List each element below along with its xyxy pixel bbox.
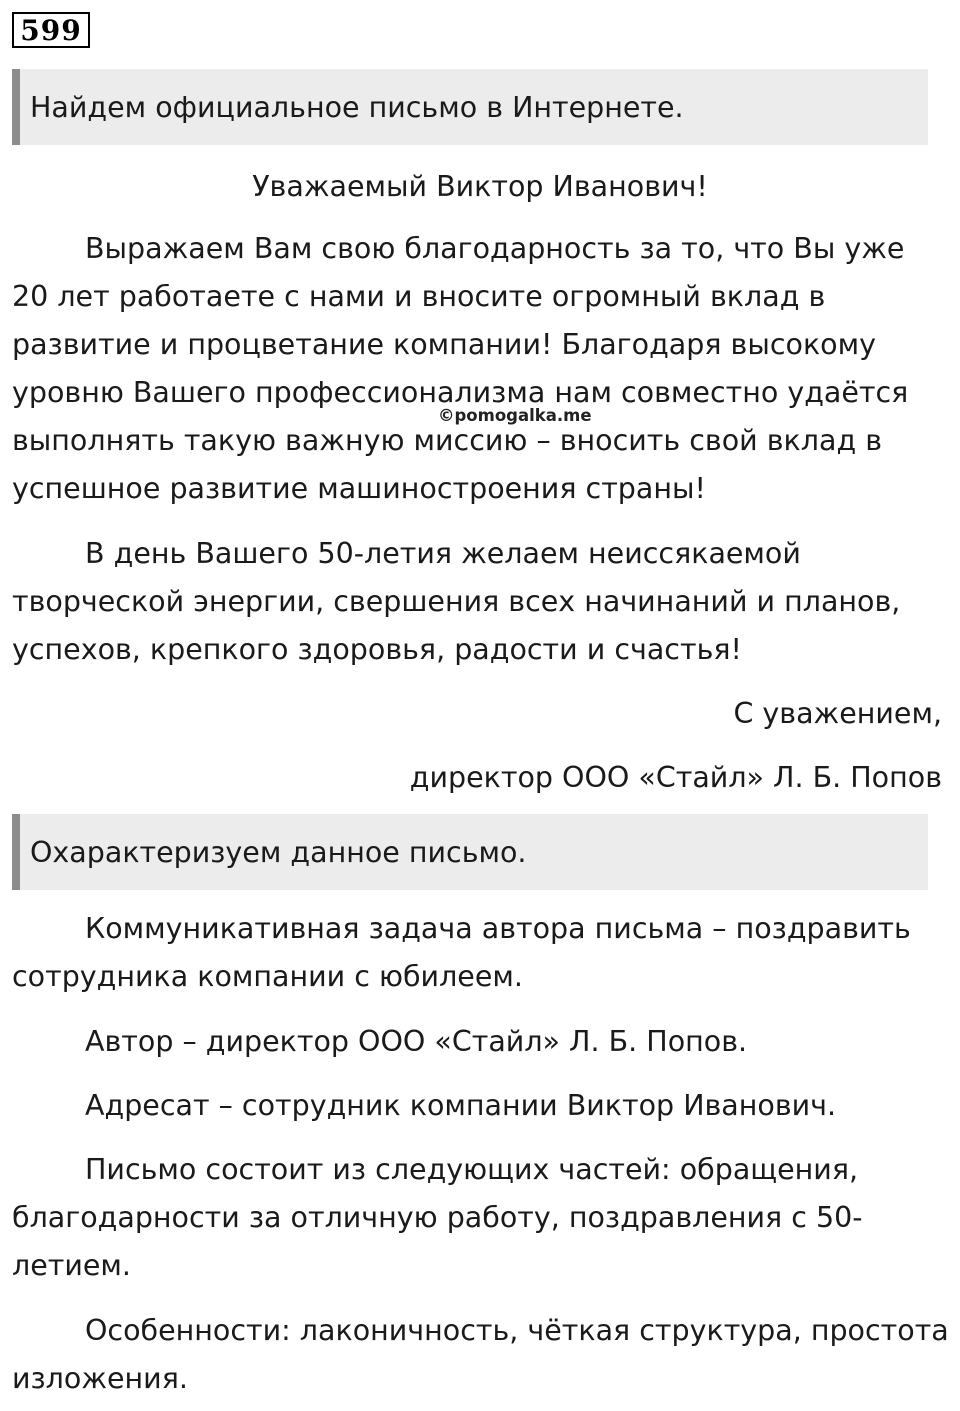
- watermark: ©pomogalka.me: [438, 406, 592, 425]
- letter-paragraph-2-line: творческой энергии, свершения всех начинаний и планов,: [12, 585, 901, 618]
- analysis-author: Автор – директор ООО «Стайл» Л. Б. Попов.: [85, 1025, 748, 1058]
- letter-paragraph-1-line: выполнять такую важную миссию – вносить свой вклад в: [12, 424, 883, 457]
- analysis-task-line: сотрудника компании с юбилеем.: [12, 960, 523, 993]
- letter-paragraph-2-line: успехов, крепкого здоровья, радости и счастья!: [12, 633, 742, 666]
- letter-paragraph-1-line: уровню Вашего профессионализма нам совместно удаётся: [12, 376, 909, 409]
- section-header-characterize: Охарактеризуем данное письмо.: [12, 814, 928, 890]
- section-header-find-letter: Найдем официальное письмо в Интернете.: [12, 69, 928, 145]
- analysis-parts-line: благодарности за отличную работу, поздравления с 50-: [12, 1201, 863, 1234]
- analysis-parts-line: летием.: [12, 1249, 131, 1282]
- analysis-addressee: Адресат – сотрудник компании Виктор Иванович.: [85, 1089, 837, 1122]
- letter-paragraph-2-line: В день Вашего 50-летия желаем неиссякаемой: [85, 537, 801, 570]
- letter-paragraph-1-line: успешное развитие машиностроения страны!: [12, 472, 706, 505]
- letter-paragraph-1-line: развитие и процветание компании! Благодаря высокому: [12, 328, 876, 361]
- letter-closing: С уважением,: [733, 697, 942, 730]
- analysis-features-line: изложения.: [12, 1362, 188, 1395]
- analysis-features-line: Особенности: лаконичность, чёткая структура, простота: [85, 1314, 949, 1347]
- letter-greeting: Уважаемый Виктор Иванович!: [252, 170, 708, 203]
- analysis-parts-line: Письмо состоит из следующих частей: обращения,: [85, 1153, 859, 1186]
- letter-paragraph-1-line: Выражаем Вам свою благодарность за то, что Вы уже: [85, 232, 905, 265]
- letter-signature: директор ООО «Стайл» Л. Б. Попов: [409, 761, 942, 794]
- letter-paragraph-1-line: 20 лет работаете с нами и вносите огромный вклад в: [12, 280, 826, 313]
- analysis-task-line: Коммуникативная задача автора письма – поздравить: [85, 912, 911, 945]
- task-number: 599: [12, 12, 90, 48]
